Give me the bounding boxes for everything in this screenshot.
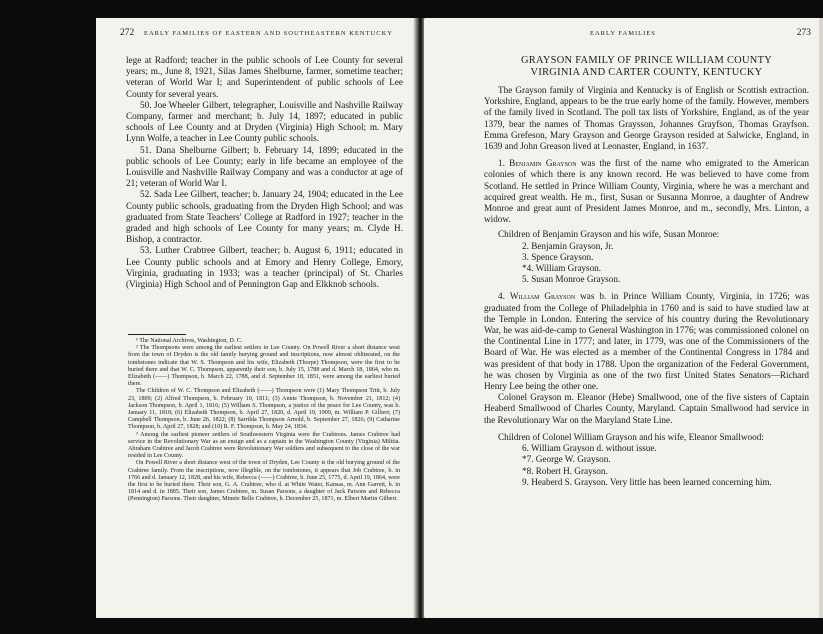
intro-paragraph: The Grayson family of Virginia and Kentucky is of English or Scottish extraction. Yorkshire, England, appears to be the true early home of the family. However, members of the family lived in Scotland. The poll tax lists of Yorkshire, England, as of the year 1379, bear the names of Thomas Graysson, Johannes Grayfson, Thomas Grayfson. Emma Grefeson, Mary Grayson and George Grayson resided at Salwicke, England, in 1639 and John Greason lived at Leonaster, England, in 1637.	[484, 85, 809, 152]
list-item: 3. Spence Grayson.	[522, 251, 594, 262]
entry-51: 51. Dana Shelburne Gilbert; b. February 14, 1899; educated in the public schools of Lee County; early in life became an employee of the Louisville and Nashville Railway Company and was a conductor at age of 21; veteran of World War I.	[126, 144, 403, 189]
right-running-head-text: EARLY FAMILIES	[590, 30, 656, 37]
entry-52: 52. Sada Lee Gilbert, teacher; b. January 24, 1904; educated in the Lee County public schools, graduating from the Dryden High School; and was graduated from State Teachers' College at Radford in 1927; teacher in the graded and high schools of Lee County for many years; m. Clyde H. Bishop, a contractor.	[126, 189, 403, 245]
list-item: 2. Benjamin Grayson, Jr.	[522, 240, 614, 251]
list-item: *8. Robert H. Grayson.	[522, 465, 608, 476]
footnote-3-cont: On Powell River a short distance west of the town of Dryden, Lee County is the old burying ground of the Crabtree family. From the inscriptions, now illegible, on the tombstones, it appears that Job Crabtree, b. in 1766 and d. January 12, 1828, and his wife, Rebecca (——) Crabtree, b. June 25, 1775, d. April 19, 1864, were the first to be buried there. Their son, G. A. Crabtree, who d. at White Water, Kansas, m. Ann Garrett, b. in 1814 and d. in 1885. Their son, James Crabtree, m. Susan Parsons, a daughter of Jack Parsons and Rebecca (Pennington) Parsons. Their daughter, Minnie Belle Crabtree, b. December 25, 1871, m. Elbert Martin Gilbert.	[128, 460, 400, 503]
colonel-paragraph: Colonel Grayson m. Eleanor (Hebe) Smallwood, one of the five sisters of Captain Heaberd Smallwood of Charles County, Maryland. Captain Smallwood had service in the Revolutionary War on the Maryland State Line.	[484, 392, 809, 425]
entry-1-name: Benjamin Grayson	[509, 158, 577, 169]
left-page	[96, 18, 418, 618]
left-running-head	[96, 30, 418, 44]
chapter-title-line-2: VIRGINIA AND CARTER COUNTY, KENTUCKY	[530, 66, 763, 78]
left-running-head-text: EARLY FAMILIES OF EASTERN AND SOUTHEASTERN KENTUCKY	[144, 30, 393, 37]
footnote-2-children: The Children of W. C. Thompson and Elizabeth (——) Thompson were (1) Mary Thompson Tritt, b. July 23, 1809; (2) Alfred Thompson, b. February 10, 1811; (3) Annie Thompson, b. November 21, 1812; (4) Jackson Thompson, b. April 1, 1816; (5) William S. Thompson, a justice of the peace for Lee County, was b. January 11, 1818; (6) Elizabeth Thompson, b. April 27, 1820, d. April 19, 1909, m. William P. Gilbert; (7) Campbell Thompson, b. June 26, 1822; (8) Sarrilda Thompson Arnold, b. September 27, 1826; (9) Catharine Thompson, b. April 27, 1828; and (10) R. F. Thompson, b. May 24, 1834.	[128, 388, 400, 431]
chapter-title-line-1: GRAYSON FAMILY OF PRINCE WILLIAM COUNTY	[520, 55, 773, 66]
left-body-text	[126, 55, 403, 290]
right-page	[424, 18, 819, 618]
footnotes	[128, 334, 400, 504]
right-running-head	[424, 30, 819, 44]
entry-50: 50. Joe Wheeler Gilbert, telegrapher, Louisville and Nashville Railway Company, farmer and merchant; b. July 14, 1897; educated in public schools of Lee County and at Dryden (Virginia) High School; m. Mary Lynn Wolfe, a teacher in Lee County public schools.	[126, 99, 403, 144]
list-item: 5. Susan Monroe Grayson.	[522, 274, 621, 285]
left-page-number: 272	[120, 28, 135, 38]
list-item: *7. George W. Grayson.	[522, 454, 611, 465]
entry-1-number: 1.	[498, 158, 505, 169]
right-page-number: 273	[796, 28, 811, 38]
children-2-heading: Children of Colonel William Grayson and his wife, Eleanor Smallwood:	[498, 431, 764, 442]
entry-1	[484, 158, 809, 225]
chapter-title	[484, 55, 809, 78]
paragraph-continued: lege at Radford; teacher in the public schools of Lee County for several years; m., June 8, 1921, Silas James Shelburne, farmer, sometime teacher; veteran of World War I; and Superintendent of public schools of Lee County for several years.	[126, 55, 403, 99]
footnote-1: ¹ The National Archives, Washington, D. C.	[136, 338, 243, 344]
list-item: *4. William Grayson.	[522, 263, 602, 274]
footnote-3: ³ Among the earliest pioneer settlers of Southwestern Virginia were the Crabtrees. James Crabtree had service in the Revolutionary War as an ensign and as a captain in the Washington County (Virginia) Militia. Abraham Crabtree and Jacob Crabtree were Revolutionary War soldiers and subsequent to the close of the war resided in Lee County.	[128, 431, 400, 460]
entry-53: 53. Luther Crabtree Gilbert, teacher; b. August 6, 1911; educated in Lee County public schools and at Emory and Henry College, Emory, Virginia, graduating in 1933; was a teacher (principal) of St. Charles (Virginia) High School and of Pennington Gap and Elkknob schools.	[126, 245, 403, 290]
entry-4-name: William Grayson	[509, 291, 576, 302]
entry-1-text: was the first of the name who emigrated to the American colonies of which there is any known record. He was believed to have come from Scotland. He settled in Prince William County, Virginia, where he was a merchant and acquired great wealth. He m., first, Susan or Susanna Monroe, a daughter of Andrew Monroe and great aunt of President James Monroe, and m., secondly, Mrs. Linton, a widow.	[484, 158, 810, 225]
footnote-rule	[128, 334, 186, 335]
list-item: 9. Heaberd S. Grayson. Very little has been learned concerning him.	[522, 476, 772, 487]
list-item: 6. William Grayson d. without issue.	[522, 443, 657, 454]
children-2-list	[484, 443, 809, 488]
page-edge	[819, 18, 823, 618]
entry-4-text: was b. in Prince William County, Virginia, in 1726; was graduated from the College of Philadelphia in 1760 and is said to have studied law at the Temple in London. Entering the service of his country during the Revolutionary War, he was aid-de-camp to General Washington in 1776; was commissioned colonel on the Continental Line in 1777; and later, in 1779, was one of the Commissioners of the Board of War. He was elected as a member of the Continental Congress in 1784 and was president of that body in 1788. Upon the organization of the Federal Government, he was chosen by Virginia as one of the two first United States Senators—Richard Henry Lee being the other one.	[484, 291, 810, 392]
footnote-2: ² The Thompsons were among the earliest settlers in Lee County. On Powell River a short distance west from the town of Dryden is the old family burying ground and inscriptions, now almost obliterated, on the tombstones indicate that W. S. Thompson and his wife, Elizabeth (Thorpe) Thompson, were the first to be buried there and that W. C. Thompson, apparently their son, b. July 15, 1788 and d. March 18, 1864, who m. Elizabeth (——) Thompson, b. March 22, 1788, and d. September 18, 1851, were among the earliest buried there.	[128, 345, 400, 388]
children-1-heading: Children of Benjamin Grayson and his wife, Susan Monroe:	[498, 229, 720, 240]
entry-4	[484, 291, 809, 392]
right-body-text	[484, 85, 809, 488]
entry-4-number: 4.	[498, 291, 505, 302]
children-1-list	[484, 241, 809, 286]
